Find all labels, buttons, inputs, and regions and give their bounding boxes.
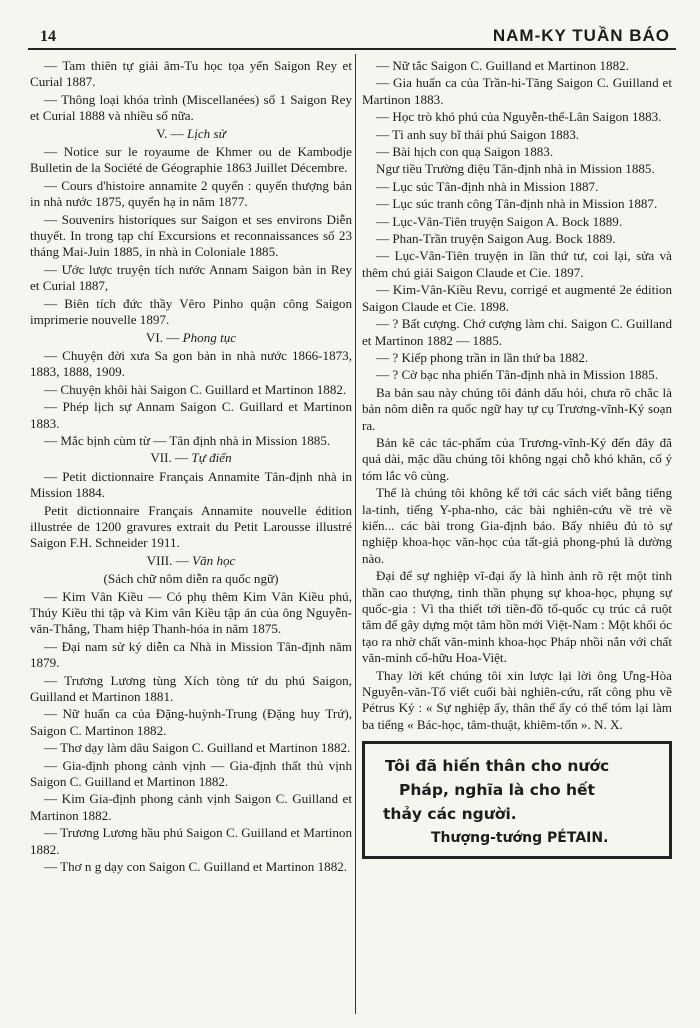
section-subtitle: (Sách chữ nôm diễn ra quốc ngữ) [103, 571, 279, 587]
quote-box [362, 741, 672, 859]
list-item: — Phép lịch sự Annam Saigon C. Guillard et Martinon 1883. [30, 399, 352, 431]
section-heading-customs [30, 330, 352, 346]
quote-line: Pháp, nghĩa là cho hết [399, 781, 595, 800]
list-item: — Học trò khó phú của Nguyễn-thế-Lân Saigon 1883. [376, 109, 662, 125]
section-numeral: VII. — [150, 450, 189, 466]
list-item: — Nữ huấn ca của Đặng-huỳnh-Trung (Đặng huy Trứ), Saigon C. Martinon 1882. [30, 706, 352, 738]
list-item: — Lục súc Tân-định nhà in Mission 1887. [376, 178, 599, 194]
list-item: — Tam thiên tự giải âm-Tu học tọa yến Saigon Rey et Curial 1887. [30, 58, 352, 90]
list-item: — Kim Vân Kiều — Có phụ thêm Kim Vân Kiều phú, Thúy Kiều thi tập và Kim vân Kiều tập án của ông Nguyễn-văn-Thắng, Tham hiệp Thanh-hóa in năm 1875. [30, 588, 352, 637]
section-heading-dictionary [30, 450, 352, 466]
quote-line: thảy các người. [383, 805, 517, 824]
list-item: — Thơ dạy làm dâu Saigon C. Guilland et Martinon 1882. [44, 740, 351, 756]
list-item: — Lục súc tranh công Tân-định nhà in Mission 1887. [376, 196, 658, 212]
list-item: — Kim Gia-định phong cảnh vịnh Saigon C. Guilland et Martinon 1882. [30, 791, 352, 823]
list-item: — Nữ tắc Saigon C. Guilland et Martinon 1882. [376, 58, 629, 73]
list-item: — Đại nam sử ký diễn ca Nhà in Mission Tân-định năm 1879. [30, 638, 352, 671]
list-item: — Gia-định phong cảnh vịnh — Gia-định thất thủ vịnh Saigon C. Guilland et Martinon 1882. [30, 757, 352, 790]
list-item: — Trương Lương hầu phú Saigon C. Guilland et Martinon 1882. [30, 825, 352, 857]
list-item: — Trương Lương tùng Xích tòng tử du phú Saigon, Guilland et Martinon 1881. [30, 672, 352, 705]
body-paragraph: Thế là chúng tôi không kể tới các sách viết bằng tiếng la-tinh, tiếng Y-pha-nho, các bài nghiên-cứu về trẻ về kiến... các bài trong Gia-định báo. Bấy nhiêu đủ tỏ sự nghiệp khoa-học văn-học của tất-giả phong-phú là dường nào. [362, 485, 672, 566]
list-item: — Cours d'histoire annamite 2 quyển : quyển thượng bản in nhà nước 1875, quyển hạ in năm 1877. [30, 177, 352, 210]
page-header [28, 22, 676, 50]
list-item: — Lục-Vân-Tiên truyện Saigon A. Bock 1889. [376, 213, 623, 229]
body-paragraph: Ba bản sau này chúng tôi đánh dấu hỏi, chưa rõ chắc là bản nôm diễn ra quốc ngữ hay tự cụ Trương-vĩnh-Ký soạn ra. [362, 384, 672, 433]
section-numeral: VIII. — [146, 552, 189, 568]
list-item: — ? Bất cượng. Chớ cượng làm chi. Saigon C. Guilland et Martinon 1882 — 1885. [362, 316, 672, 348]
journal-title: NAM-KY TUẦN BÁO [492, 26, 670, 45]
list-item: — Petit dictionnaire Français Annamite Tân-định nhà in Mission 1884. [30, 468, 352, 501]
list-item: — Tì anh suy bĩ thái phú Saigon 1883. [376, 126, 580, 142]
body-paragraph: Đại để sự nghiệp vĩ-đại ấy là hình ảnh rõ rệt một tinh thần cao thượng, tinh thần phụng sự khoa-học, phụng sự quốc-gia : Vì tha thiết tới tiền-đồ tổ-quốc cụ trúc cả ruột tâm để gây dựng một tâm hồn mới Việt-Nam : Một khối óc tạo ra nhờ chất văn-minh khoa-học Pháp nhồi nắn với chất văn-minh cổ-hữu Hoa-Việt. [362, 568, 672, 666]
section-heading-history [30, 126, 352, 142]
quote-attribution: Thượng-tướng PÉTAIN. [431, 830, 609, 847]
section-title: Phong tục [182, 329, 237, 345]
list-item: — Phan-Trần truyện Saigon Aug. Bock 1889. [376, 231, 616, 247]
section-title: Văn học [192, 552, 236, 568]
section-numeral: V. — [156, 125, 184, 141]
section-heading-literature [30, 553, 352, 569]
list-item: — Thơ n g dạy con Saigon C. Guilland et Martinon 1882. [44, 859, 348, 875]
list-item: — ? Kiếp phong trần in lần thứ ba 1882. [376, 349, 589, 365]
list-item: — Gia huấn ca của Trần-hi-Tăng Saigon C. Guilland et Martinon 1883. [362, 75, 672, 107]
list-item: — Chuyện đời xưa Sa gon bản in nhà nước 1866-1873, 1883, 1888, 1909. [30, 347, 352, 380]
list-item: — Biên tích đức thầy Vêro Pinho quận công Saigon imprimerie nouvelle 1897. [30, 295, 352, 328]
list-item: — Bài hịch con quạ Saigon 1883. [376, 144, 554, 160]
column-divider [355, 54, 356, 1014]
page-number: 14 [40, 28, 56, 45]
quote-line: Tôi đã hiến thân cho nước [385, 757, 610, 776]
list-item: — ? Cờ bạc nha phiến Tân-định nhà in Mission 1885. [376, 367, 658, 383]
right-column [362, 58, 672, 859]
section-title: Tự điển [191, 450, 232, 466]
list-item: — Chuyện khôi hài Saigon C. Guillard et Martinon 1882. [44, 381, 347, 397]
list-item: — Souvenirs historiques sur Saigon et ses environs Diễn thuyết. In trong tạp chí Excursions et reconnaissances số 23 tháng Mai-Juin 1885, in nhà in Coloniale 1885. [30, 211, 352, 260]
list-item: — Notice sur le royaume de Khmer ou de Kambodje Bulletin de la Société de Géographie 1863 Juillet Décembre. [30, 144, 352, 176]
left-column [30, 58, 352, 877]
list-item: — Kim-Vân-Kiều Revu, corrigé et augmenté 2e édition Saigon Claude et Cie. 1898. [362, 282, 672, 314]
list-item: Ngư tiều Trường điệu Tân-định nhà in Mission 1885. [376, 161, 655, 177]
section-title: Lịch sử [186, 125, 226, 141]
list-item: Petit dictionnaire Français Annamite nouvelle édition illustrée de 1200 gravures extrait du Petit Larousse illustré Saigon F.H. Schneider 1911. [30, 502, 352, 551]
section-numeral: VI. — [145, 329, 180, 345]
list-item: — Thông loại khóa trình (Miscellanées) số 1 Saigon Rey et Curial 1888 và nhiều số nữa. [30, 91, 352, 124]
list-item: — Ước lược truyện tích nước Annam Saigon bản in Rey et Curial 1887, [30, 261, 352, 294]
list-item: — Mắc bịnh cùm từ — Tân định nhà in Mission 1885. [44, 432, 331, 448]
list-item: — Lục-Vân-Tiên truyện in lần thứ tư, coi lại, sửa và thêm chú giải Saigon Claude et Cie. 1897. [362, 248, 672, 280]
body-paragraph: Bản kê các tác-phẩm của Trương-vĩnh-Ký đến đây đã quá dài, mặc dầu chúng tôi không ngại chỗ khó khăn, cố ý tóm lắc vô cùng. [362, 434, 672, 483]
body-paragraph: Thay lời kết chúng tôi xin lược lại lời ông Ưng-Hòa Nguyễn-văn-Tố viết cuối bài nghiên-cứu, rất công phu về Pétrus Ký : « Sự nghiệp ấy, thân thế ấy có thể tóm lại làm ba tiếng « Bác-học, tâm-thuật, khiêm-tốn ». N. X. [362, 667, 672, 732]
